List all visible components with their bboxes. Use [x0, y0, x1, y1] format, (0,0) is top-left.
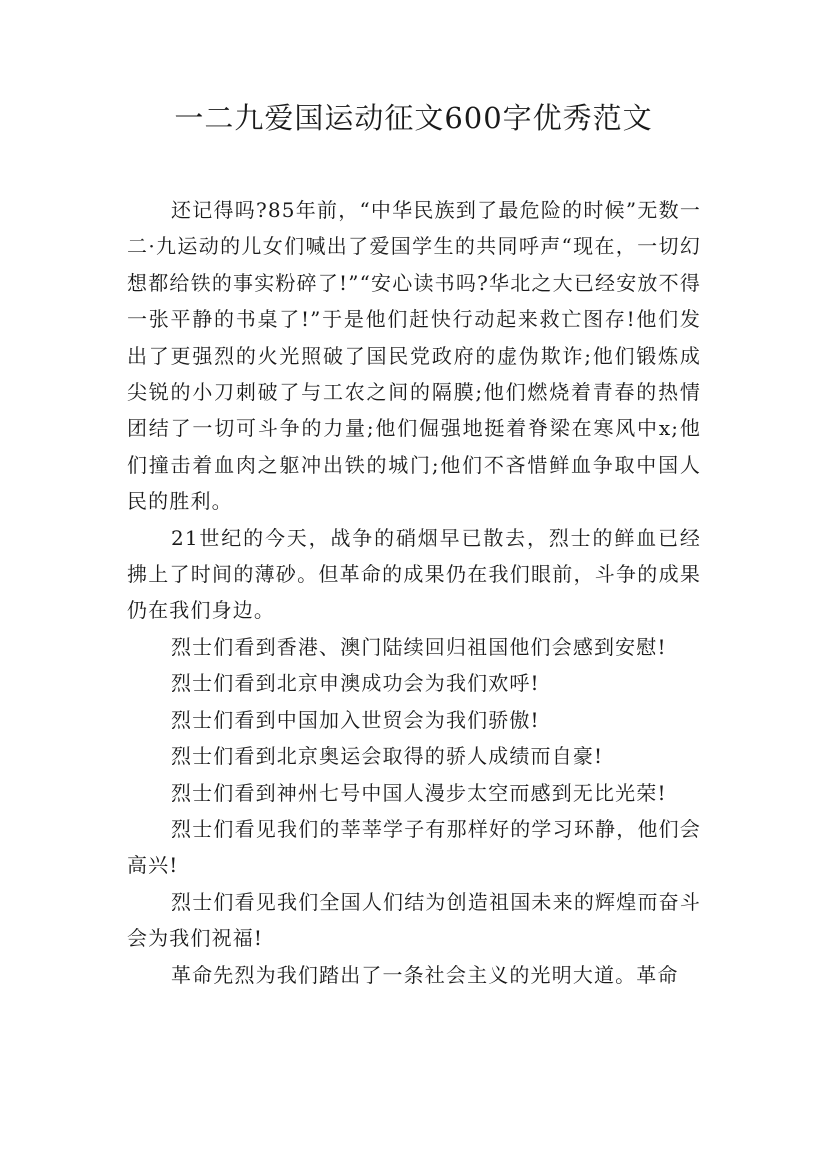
- document-body: [127, 192, 701, 993]
- paragraph: 烈士们看到神州七号中国人漫步太空而感到无比光荣!: [171, 780, 667, 805]
- paragraph: 革命先烈为我们踏出了一条社会主义的光明大道。革命: [171, 962, 679, 987]
- paragraph: 烈士们看到香港、澳门陆续回归祖国他们会感到安慰!: [171, 634, 667, 659]
- paragraph: 烈士们看到北京申澳成功会为我们欢呼!: [171, 671, 540, 696]
- document-title: 一二九爱国运动征文600字优秀范文: [174, 101, 653, 135]
- paragraph: 烈士们看见我们的莘莘学子有那样好的学习环静，他们会高兴!: [127, 816, 701, 878]
- paragraph: 烈士们看到北京奥运会取得的骄人成绩而自豪!: [171, 744, 604, 769]
- paragraph: 21世纪的今天，战争的硝烟早已散去，烈士的鲜血已经拂上了时间的薄砂。但革命的成果仍在我们眼前，斗争的成果仍在我们身边。: [127, 525, 701, 623]
- paragraph: 还记得吗?85年前，“中华民族到了最危险的时候”无数一二·九运动的儿女们喊出了爱国学生的共同呼声“现在，一切幻想都给铁的事实粉碎了!”“安心读书吗?华北之大已经安放不得一张平静的书桌了!”于是他们赶快行动起来救亡图存!他们发出了更强烈的火光照破了国民党政府的虚伪欺诈;他们锻炼成尖锐的小刀刺破了与工农之间的隔膜;他们燃烧着青春的热情团结了一切可斗争的力量;他们倔强地挺着脊梁在寒风中x;他们撞击着血肉之躯冲出铁的城门;他们不吝惜鲜血争取中国人民的胜利。: [127, 198, 701, 514]
- paragraph: 烈士们看见我们全国人们结为创造祖国未来的辉煌而奋斗会为我们祝福!: [127, 889, 701, 951]
- paragraph: 烈士们看到中国加入世贸会为我们骄傲!: [171, 707, 540, 732]
